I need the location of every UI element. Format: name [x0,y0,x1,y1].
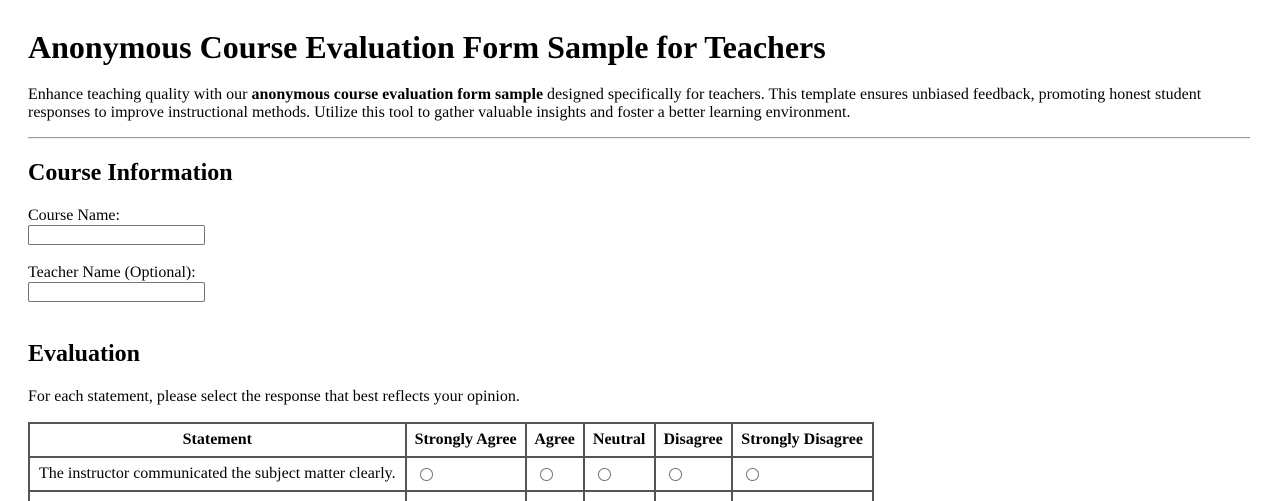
page-title: Anonymous Course Evaluation Form Sample for Teachers [28,29,826,65]
option-cell-agree [526,491,584,501]
radio-strongly-agree[interactable] [420,468,433,481]
evaluation-heading: Evaluation [28,341,141,367]
radio-strongly-disagree[interactable] [746,468,759,481]
radio-agree[interactable] [540,468,553,481]
option-cell-strongly-disagree [732,491,873,501]
table-row [29,457,873,491]
intro-text-bold: anonymous course evaluation form sample [251,86,544,103]
option-cell-strongly-disagree [732,457,873,491]
option-cell-disagree [655,457,732,491]
table-row [29,491,873,501]
course-name-label: Course Name: [28,207,120,224]
radio-disagree[interactable] [669,468,682,481]
intro-text-end: designed specifically for teachers. This template ensures unbiased feedback, promoting honest student responses to improve instructional methods. Utilize this tool to gather valuable insights and foster a better learning environment. [28,86,1202,121]
statement-cell: The instructor communicated the subject matter clearly. [29,457,406,491]
intro-text-start: Enhance teaching quality with our [28,86,252,103]
column-header-disagree: Disagree [655,423,732,457]
table-header-row [29,423,873,457]
column-header-strongly-agree: Strongly Agree [406,423,526,457]
option-cell-strongly-agree [406,457,526,491]
radio-neutral[interactable] [598,468,611,481]
option-cell-neutral [584,491,655,501]
option-cell-agree [526,457,584,491]
course-name-input[interactable] [28,225,205,245]
option-cell-strongly-agree [406,491,526,501]
column-header-statement: Statement [29,423,406,457]
column-header-neutral: Neutral [584,423,655,457]
teacher-name-label: Teacher Name (Optional): [28,264,196,281]
column-header-agree: Agree [526,423,584,457]
option-cell-disagree [655,491,732,501]
option-cell-neutral [584,457,655,491]
column-header-strongly-disagree: Strongly Disagree [732,423,873,457]
intro-paragraph [28,86,1228,122]
evaluation-table [28,422,874,501]
section-divider [28,137,1250,139]
evaluation-instructions: For each statement, please select the response that best reflects your opinion. [28,388,520,405]
statement-cell [29,491,406,501]
teacher-name-input[interactable] [28,282,205,302]
course-information-heading: Course Information [28,160,233,186]
